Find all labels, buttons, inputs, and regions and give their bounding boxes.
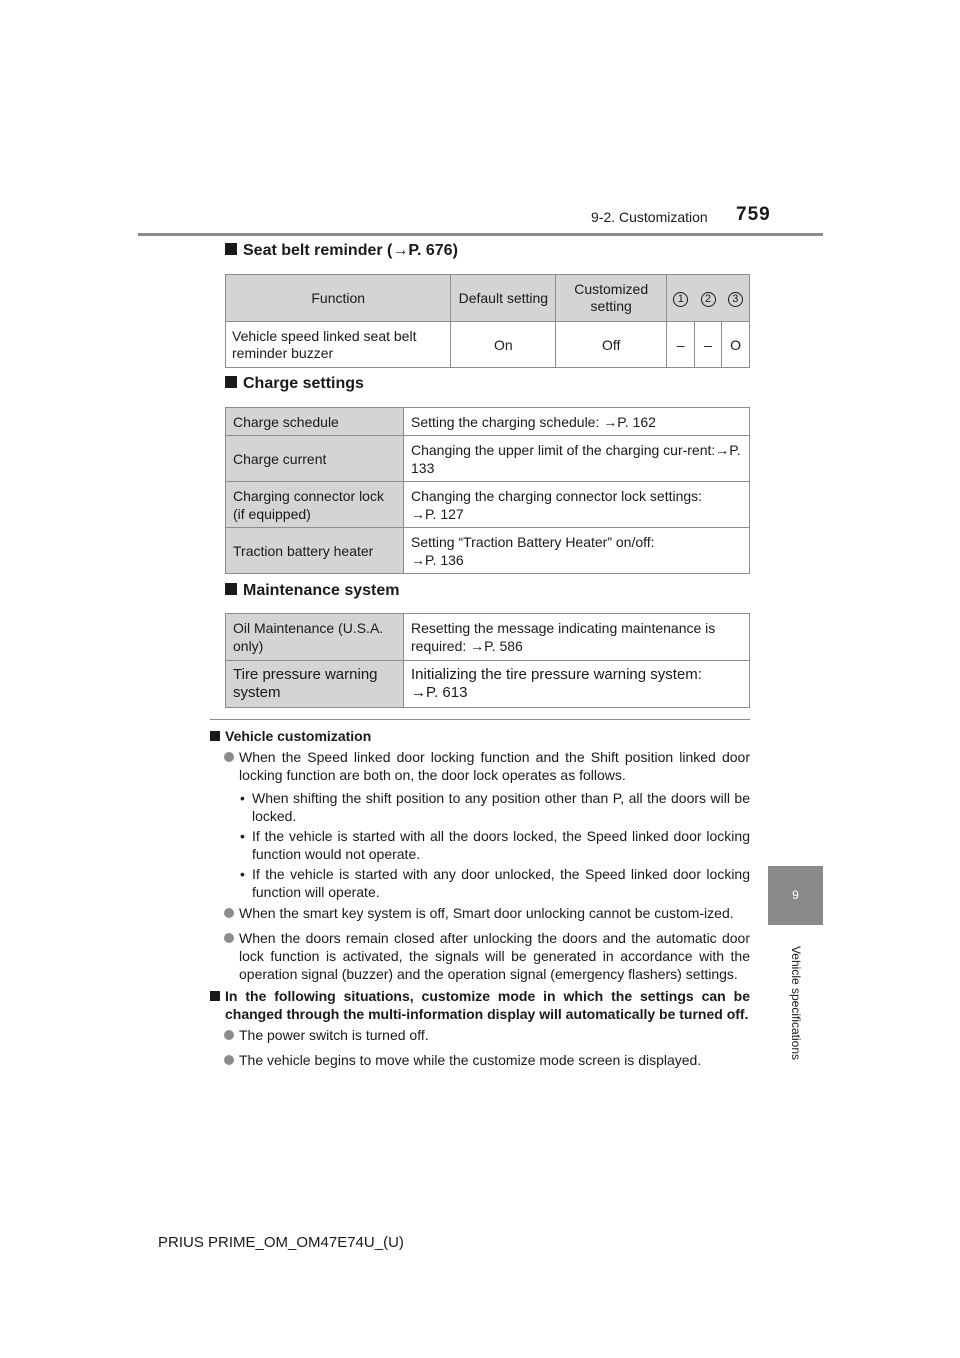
col-method-2 xyxy=(695,275,722,322)
note-sub-bullet: • If the vehicle is started with any door unlocked, the Speed linked door locking function will operate. xyxy=(240,866,750,900)
arrow-icon: → xyxy=(470,638,485,654)
seat-belt-table xyxy=(225,274,750,368)
maintenance-heading: Maintenance system xyxy=(225,582,400,600)
square-bullet-icon xyxy=(225,583,237,595)
page-reference[interactable]: P. 136 xyxy=(425,551,464,568)
document-code: PRIUS PRIME_OM_OM47E74U_(U) xyxy=(158,1234,404,1251)
note-heading: Vehicle customization xyxy=(210,727,750,745)
page-reference[interactable]: P. 613 xyxy=(426,684,468,701)
seat-belt-heading: Seat belt reminder (→P. 676) xyxy=(225,242,458,260)
charge-table xyxy=(225,407,750,574)
arrow-icon: → xyxy=(411,551,425,568)
note-sub-bullet: • If the vehicle is started with all the doors locked, the Speed linked door locking function would not operate. xyxy=(240,828,750,862)
method-1-cell: – xyxy=(667,322,695,368)
chapter-tab[interactable] xyxy=(768,866,823,925)
method-2-cell: – xyxy=(695,322,722,368)
maintenance-table xyxy=(225,613,750,708)
col-method-3 xyxy=(722,275,750,322)
table-row xyxy=(226,661,750,708)
section-label: 9-2. Customization xyxy=(591,209,708,225)
circled-1-icon: 1 xyxy=(673,292,688,307)
square-bullet-icon xyxy=(210,991,220,1001)
custom-cell: Off xyxy=(556,322,667,368)
row-label: Tire pressure warning system xyxy=(226,661,404,708)
page-reference[interactable]: P. 133 xyxy=(411,441,741,476)
circled-2-icon: 2 xyxy=(701,292,716,307)
row-label: Charging connector lock (if equipped) xyxy=(226,482,404,528)
page-reference[interactable]: P. 127 xyxy=(425,505,464,522)
note-heading: In the following situations, customize mode in which the settings can be changed through the multi-information display will automatically be turned off. xyxy=(210,987,750,1023)
arrow-icon: → xyxy=(715,441,730,458)
page-reference[interactable]: P. 162 xyxy=(617,413,656,430)
note-bullet: When the doors remain closed after unlocking the doors and the automatic door lock function is activated, the signals will be generated in accordance with the operation signal (buzzer) and the operation signal (emergency flashers) settings. xyxy=(210,929,750,983)
default-cell: On xyxy=(451,322,556,368)
square-bullet-icon xyxy=(210,731,220,741)
row-text: Resetting the message indicating maintenance is required: →P. 586 xyxy=(404,614,750,661)
arrow-icon: → xyxy=(411,505,425,522)
row-text: Setting the charging schedule: →P. 162 xyxy=(404,408,750,436)
note-bullet: The power switch is turned off. xyxy=(210,1026,750,1044)
chapter-title: Vehicle specifications xyxy=(789,945,803,1061)
notes-divider xyxy=(210,719,750,720)
row-label: Oil Maintenance (U.S.A. only) xyxy=(226,614,404,661)
table-row xyxy=(226,408,750,436)
note-bullet: When the Speed linked door locking function and the Shift position linked door locking function are both on, the door lock operates as follows. xyxy=(210,748,750,784)
circle-bullet-icon xyxy=(224,1030,234,1040)
row-text: Initializing the tire pressure warning system: →P. 613 xyxy=(404,661,750,708)
charge-heading: Charge settings xyxy=(225,375,364,393)
table-row xyxy=(226,436,750,482)
note-bullet: The vehicle begins to move while the customize mode screen is displayed. xyxy=(210,1051,750,1069)
method-3-cell: O xyxy=(722,322,750,368)
table-row xyxy=(226,528,750,574)
row-label: Traction battery heater xyxy=(226,528,404,574)
col-default-setting: Default setting xyxy=(451,275,556,322)
note-sub-bullet: • When shifting the shift position to any position other than P, all the doors will be locked. xyxy=(240,790,750,824)
arrow-icon: → xyxy=(392,242,409,259)
page-reference[interactable]: P. 586 xyxy=(484,638,523,654)
page-number: 759 xyxy=(736,204,771,225)
circle-bullet-icon xyxy=(224,1055,234,1065)
table-row xyxy=(226,322,750,368)
circle-bullet-icon xyxy=(224,752,234,762)
col-method-1 xyxy=(667,275,695,322)
header-rule xyxy=(138,233,823,236)
row-label: Charge current xyxy=(226,436,404,482)
circle-bullet-icon xyxy=(224,933,234,943)
square-bullet-icon xyxy=(225,243,237,255)
arrow-icon: → xyxy=(603,413,618,430)
page-reference[interactable]: P. 676) xyxy=(408,242,458,259)
row-text: Changing the charging connector lock settings: →P. 127 xyxy=(404,482,750,528)
row-text: Changing the upper limit of the charging cur-rent:→P. 133 xyxy=(404,436,750,482)
arrow-icon: → xyxy=(411,684,426,701)
square-bullet-icon xyxy=(225,376,237,388)
row-label: Charge schedule xyxy=(226,408,404,436)
circled-3-icon: 3 xyxy=(728,292,743,307)
col-customized-setting: Customized setting xyxy=(556,275,667,322)
col-function: Function xyxy=(226,275,451,322)
row-text: Setting “Traction Battery Heater” on/off: →P. 136 xyxy=(404,528,750,574)
table-row xyxy=(226,614,750,661)
chapter-number: 9 xyxy=(792,888,799,902)
function-cell: Vehicle speed linked seat belt reminder buzzer xyxy=(226,322,451,368)
notes-section xyxy=(210,727,750,1069)
table-row xyxy=(226,482,750,528)
circle-bullet-icon xyxy=(224,908,234,918)
note-bullet: When the smart key system is off, Smart door unlocking cannot be custom-ized. xyxy=(210,904,750,922)
